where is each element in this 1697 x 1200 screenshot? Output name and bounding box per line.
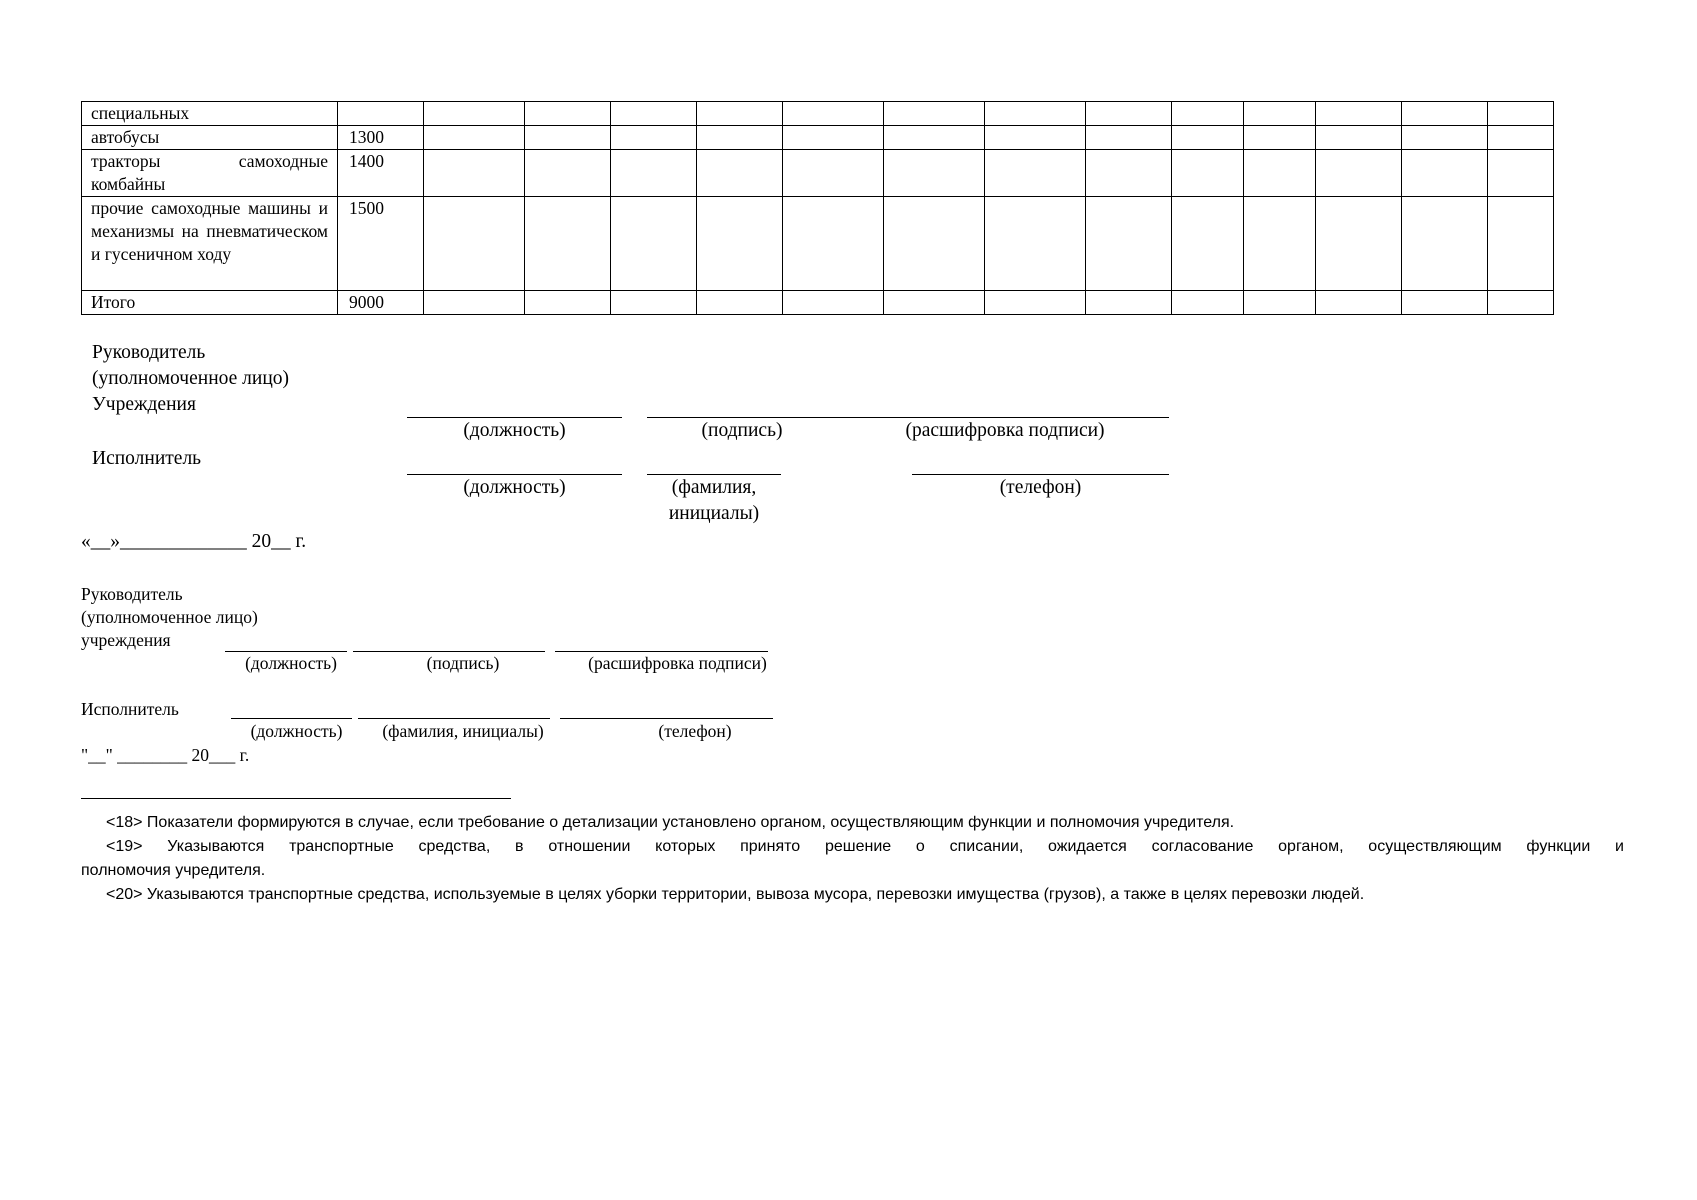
table-row [82,197,1554,291]
head-organization: учреждения [81,630,171,650]
executor-name-line [647,474,781,475]
table-row [82,150,1554,197]
caption-decoding: (расшифровка подписи) [905,420,1105,441]
footnote-19-line-1: <19> Указываются транспортные средства, в отношении которых принято решение о списании, ожидается согласование органом, осуществляющим функции и [106,838,1624,855]
executor-phone-line [560,718,773,719]
caption-decoding: (расшифровка подписи) [588,653,767,673]
caption-executor-position: (должность) [463,477,566,498]
row-code [338,102,424,126]
head-title: Руководитель [92,342,206,363]
position-line [225,651,347,652]
row-name: автобусы [82,126,338,150]
row-name: прочие самоходные машины и механизмы на пневматическом и гусеничном ходу [82,197,338,291]
caption-signature: (подпись) [426,653,500,673]
table-row [82,126,1554,150]
footnote-19-line-2: полномочия учредителя. [81,862,266,879]
caption-position: (должность) [463,420,566,441]
vehicles-table [81,101,1554,315]
caption-executor-phone: (телефон) [999,477,1082,498]
head-subtitle: (уполномоченное лицо) [81,607,258,627]
row-name: тракторы самоходные комбайны [82,150,338,197]
head-organization: Учреждения [92,394,196,415]
caption-executor-phone: (телефон) [658,721,732,741]
executor-phone-line [912,474,1169,475]
executor-position-line [407,474,622,475]
caption-executor-name-1: (фамилия, [671,477,757,498]
date-line: «__»_____________ 20__ г. [81,531,307,552]
table-row [82,291,1554,315]
row-code: 1300 [338,126,424,150]
row-code: 9000 [338,291,424,315]
executor-name-line [358,718,550,719]
decoding-line [555,651,768,652]
signature-line [353,651,545,652]
footnote-20: <20> Указываются транспортные средства, используемые в целях уборки территории, вывоза мусора, перевозки имущества (грузов), а также в целях перевозки людей. [106,886,1365,903]
executor-position-line [231,718,352,719]
signature-decoding-line [647,417,1169,418]
caption-executor-position: (должность) [250,721,343,741]
executor-label: Исполнитель [92,448,202,469]
row-name: специальных [82,102,338,126]
row-code: 1400 [338,150,424,197]
footnote-18: <18> Показатели формируются в случае, если требование о детализации установлено органом, осуществляющим функции и полномочия учредителя. [106,814,1235,831]
executor-label: Исполнитель [81,699,179,719]
caption-executor-name: (фамилия, инициалы) [382,721,544,741]
row-name: Итого [82,291,338,315]
caption-position: (должность) [245,653,337,673]
table-row [82,102,1554,126]
row-code: 1500 [338,197,424,291]
date-line: "__" ________ 20___ г. [81,745,250,765]
head-subtitle: (уполномоченное лицо) [92,368,289,389]
caption-signature: (подпись) [701,420,783,441]
head-title: Руководитель [81,584,183,604]
position-signature-line [407,417,622,418]
footnote-separator [81,798,511,799]
caption-executor-name-2: инициалы) [668,503,760,524]
